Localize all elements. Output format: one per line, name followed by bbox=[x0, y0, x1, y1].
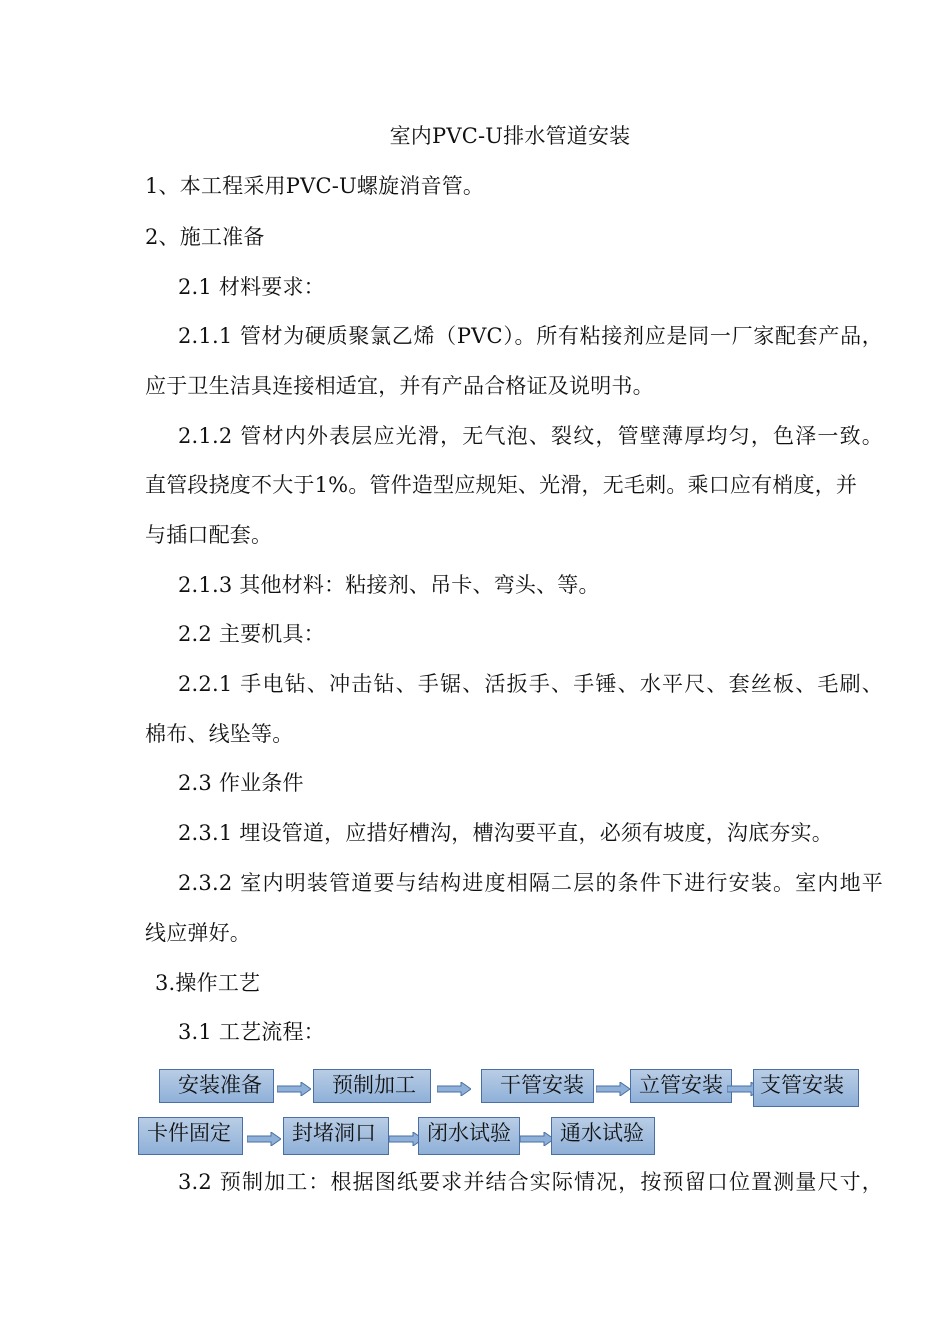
flow-arrow-icon bbox=[277, 1082, 311, 1096]
subsection-heading: 3.1 工艺流程： bbox=[178, 1020, 325, 1044]
page-title: 室内PVC-U排水管道安装 bbox=[389, 124, 631, 148]
flow-arrow-icon bbox=[437, 1082, 471, 1096]
paragraph: 线应弹好。 bbox=[145, 921, 251, 945]
subsection-heading: 2.3 作业条件 bbox=[178, 771, 304, 795]
paragraph: 2.3.2 室内明装管道要与结构进度相隔二层的条件下进行安装。室内地平 bbox=[178, 871, 883, 895]
section-heading: 3.操作工艺 bbox=[155, 971, 261, 995]
section-heading: 2、施工准备 bbox=[145, 225, 265, 249]
paragraph: 2.1.3 其他材料：粘接剂、吊卡、弯头、等。 bbox=[178, 573, 600, 597]
paragraph: 棉布、线坠等。 bbox=[145, 722, 294, 746]
paragraph: 3.2 预制加工：根据图纸要求并结合实际情况，按预留口位置测量尺寸， bbox=[178, 1170, 883, 1194]
paragraph: 应于卫生洁具连接相适宜，并有产品合格证及说明书。 bbox=[145, 374, 654, 398]
flow-step-3: 干管安装 bbox=[481, 1069, 594, 1103]
paragraph: 2.1.1 管材为硬质聚氯乙烯（PVC）。所有粘接剂应是同一厂家配套产品， bbox=[178, 324, 883, 348]
paragraph: 2.2.1 手电钻、冲击钻、手锯、活扳手、手锤、水平尺、套丝板、毛刷、 bbox=[178, 672, 883, 696]
paragraph: 直管段挠度不大于1%。管件造型应规矩、光滑，无毛刺。乘口应有梢度，并 bbox=[145, 473, 858, 497]
paragraph: 与插口配套。 bbox=[145, 523, 273, 547]
paragraph: 2.3.1 埋设管道，应措好槽沟，槽沟要平直，必须有坡度，沟底夯实。 bbox=[178, 821, 833, 845]
flow-arrow-icon bbox=[247, 1132, 281, 1146]
flow-step-5: 支管安装 bbox=[753, 1069, 859, 1107]
flow-arrow-icon bbox=[520, 1132, 554, 1146]
subsection-heading: 2.2 主要机具： bbox=[178, 622, 325, 646]
paragraph: 2.1.2 管材内外表层应光滑，无气泡、裂纹，管壁薄厚均匀，色泽一致。 bbox=[178, 424, 883, 448]
flow-step-9: 通水试验 bbox=[551, 1117, 655, 1155]
flow-arrow-icon bbox=[596, 1082, 630, 1096]
flow-step-1: 安装准备 bbox=[159, 1069, 274, 1103]
flow-step-8: 闭水试验 bbox=[418, 1117, 520, 1155]
subsection-heading: 2.1 材料要求： bbox=[178, 275, 325, 299]
paragraph: 1、本工程采用PVC-U螺旋消音管。 bbox=[145, 174, 485, 198]
flow-step-6: 卡件固定 bbox=[138, 1117, 243, 1155]
flow-step-4: 立管安装 bbox=[630, 1069, 732, 1103]
flow-step-2: 预制加工 bbox=[313, 1069, 431, 1103]
flow-step-7: 封堵洞口 bbox=[283, 1117, 389, 1155]
